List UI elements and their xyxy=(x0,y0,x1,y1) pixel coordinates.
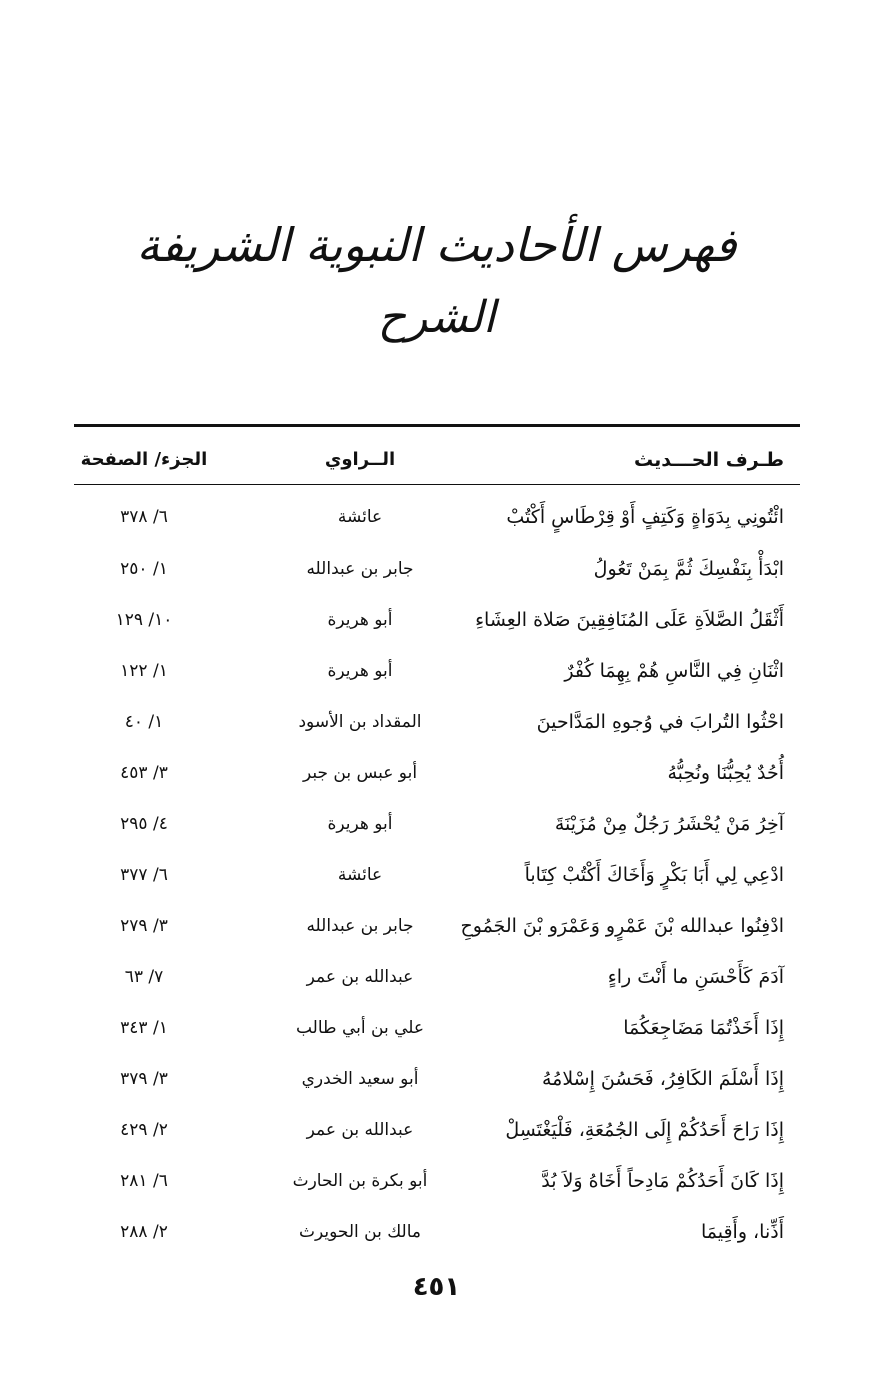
narrator: أبو عبس بن جبر xyxy=(302,763,418,783)
narrator: أبو سعيد الخدري xyxy=(301,1069,419,1089)
volume-page: ٢/ ٢٨٨ xyxy=(120,1222,168,1242)
table-row xyxy=(74,855,800,895)
hadith-text: إِذَا أَخَذْتُمَا مَضَاجِعَكُمَا xyxy=(623,1017,784,1039)
hadith-text: إِذَا رَاحَ أَحَدُكُمْ إِلَى الجُمُعَةِ، فَلْيَغْتَسِلْ xyxy=(505,1119,784,1141)
header-page: الجزء/ الصفحة xyxy=(80,449,208,470)
hadith-text: آدَمَ كَأَحْسَنِ ما أَنْتَ راءٍ xyxy=(607,966,784,988)
hadith-text: أُحُدٌ يُحِبُّنَا ونُحِبُّهُ xyxy=(667,762,784,784)
hadith-text: إِذَا كَانَ أَحَدُكُمْ مَادِحاً أَخَاهُ وَلاَ بُدَّ xyxy=(541,1170,784,1192)
table-row xyxy=(74,651,800,691)
narrator: أبو بكرة بن الحارث xyxy=(292,1171,428,1191)
narrator: علي بن أبي طالب xyxy=(295,1018,425,1038)
hadith-text: ادْفِنُوا عبدالله بْنَ عَمْرٍو وَعَمْرَو بْنَ الجَمُوحِ xyxy=(460,915,784,937)
table-row xyxy=(74,549,800,589)
volume-page: ١/ ٢٥٠ xyxy=(120,559,168,579)
hadith-text: اثْنَانِ فِي النَّاسِ هُمْ بِهِمَا كُفْرٌ xyxy=(564,660,784,682)
narrator: أبو هريرة xyxy=(327,661,393,681)
volume-page: ٢/ ٤٢٩ xyxy=(120,1120,168,1140)
table-row xyxy=(74,1161,800,1201)
volume-page: ٣/ ٣٧٩ xyxy=(120,1069,168,1089)
table-row xyxy=(74,1008,800,1048)
volume-page: ٧/ ٦٣ xyxy=(124,967,164,987)
table-row xyxy=(74,906,800,946)
header-hadith: طـرف الحـــديث xyxy=(634,449,784,471)
narrator: عبدالله بن عمر xyxy=(306,967,414,987)
table-row xyxy=(74,957,800,997)
hadith-text: ائْتُونِي بِدَوَاةٍ وَكَتِفٍ أَوْ قِرْطَاسٍ أَكْتُبْ xyxy=(506,506,784,528)
volume-page: ١٠/ ١٢٩ xyxy=(115,610,173,630)
index-subtitle: الشرح xyxy=(377,292,496,343)
narrator: جابر بن عبدالله xyxy=(306,559,414,579)
volume-page: ٣/ ٢٧٩ xyxy=(120,916,168,936)
hadith-text: أَذِّنا، وأَقِيمَا xyxy=(700,1221,784,1243)
page-number: ٤٥١ xyxy=(412,1272,461,1302)
hadith-text: إِذَا أَسْلَمَ الكَافِرُ، فَحَسُنَ إِسْلامُهُ xyxy=(541,1068,784,1090)
header-rawi: الــراوي xyxy=(324,449,396,470)
volume-page: ٦/ ٣٧٧ xyxy=(120,865,168,885)
hadith-text: ابْدَأْ بِنَفْسِكَ ثُمَّ بِمَنْ تَعُولُ xyxy=(593,558,784,580)
volume-page: ٦/ ٢٨١ xyxy=(120,1171,168,1191)
hadith-text: آخِرُ مَنْ يُحْشَرُ رَجُلٌ مِنْ مُزَيْنَةَ xyxy=(554,813,784,835)
index-title: فهرس الأحاديث النبوية الشريفة xyxy=(136,218,737,272)
table-row xyxy=(74,804,800,844)
narrator: عائشة xyxy=(337,507,383,527)
table-row xyxy=(74,497,800,537)
narrator: عائشة xyxy=(337,865,383,885)
volume-page: ١/ ١٢٢ xyxy=(120,661,168,681)
hadith-text: احْثُوا التُرابَ في وُجوهِ المَدَّاحينَ xyxy=(536,711,784,733)
title-block xyxy=(0,210,873,350)
top-rule xyxy=(74,424,800,427)
hadith-text: ادْعِي لِي أَبَا بَكْرٍ وَأَخَاكَ أَكْتُبْ كِتَاباً xyxy=(524,864,784,886)
volume-page: ٦/ ٣٧٨ xyxy=(120,507,168,527)
narrator: أبو هريرة xyxy=(327,814,393,834)
narrator: أبو هريرة xyxy=(327,610,393,630)
volume-page: ٣/ ٤٥٣ xyxy=(120,763,168,783)
volume-page: ١/ ٤٠ xyxy=(124,712,164,732)
hadith-text: أَثْقَلُ الصَّلاَةِ عَلَى المُنَافِقِينَ صَلاة العِشَاءِ xyxy=(475,609,784,631)
header-rule xyxy=(74,484,800,485)
volume-page: ٤/ ٢٩٥ xyxy=(120,814,168,834)
table-row xyxy=(74,1110,800,1150)
table-row xyxy=(74,702,800,742)
table-row xyxy=(74,1212,800,1252)
table-row xyxy=(74,753,800,793)
table-header xyxy=(74,440,800,480)
table-row xyxy=(74,1059,800,1099)
narrator: جابر بن عبدالله xyxy=(306,916,414,936)
table-row xyxy=(74,600,800,640)
narrator: مالك بن الحويرث xyxy=(298,1222,422,1242)
narrator: المقداد بن الأسود xyxy=(298,712,422,732)
narrator: عبدالله بن عمر xyxy=(306,1120,414,1140)
volume-page: ١/ ٣٤٣ xyxy=(120,1018,168,1038)
